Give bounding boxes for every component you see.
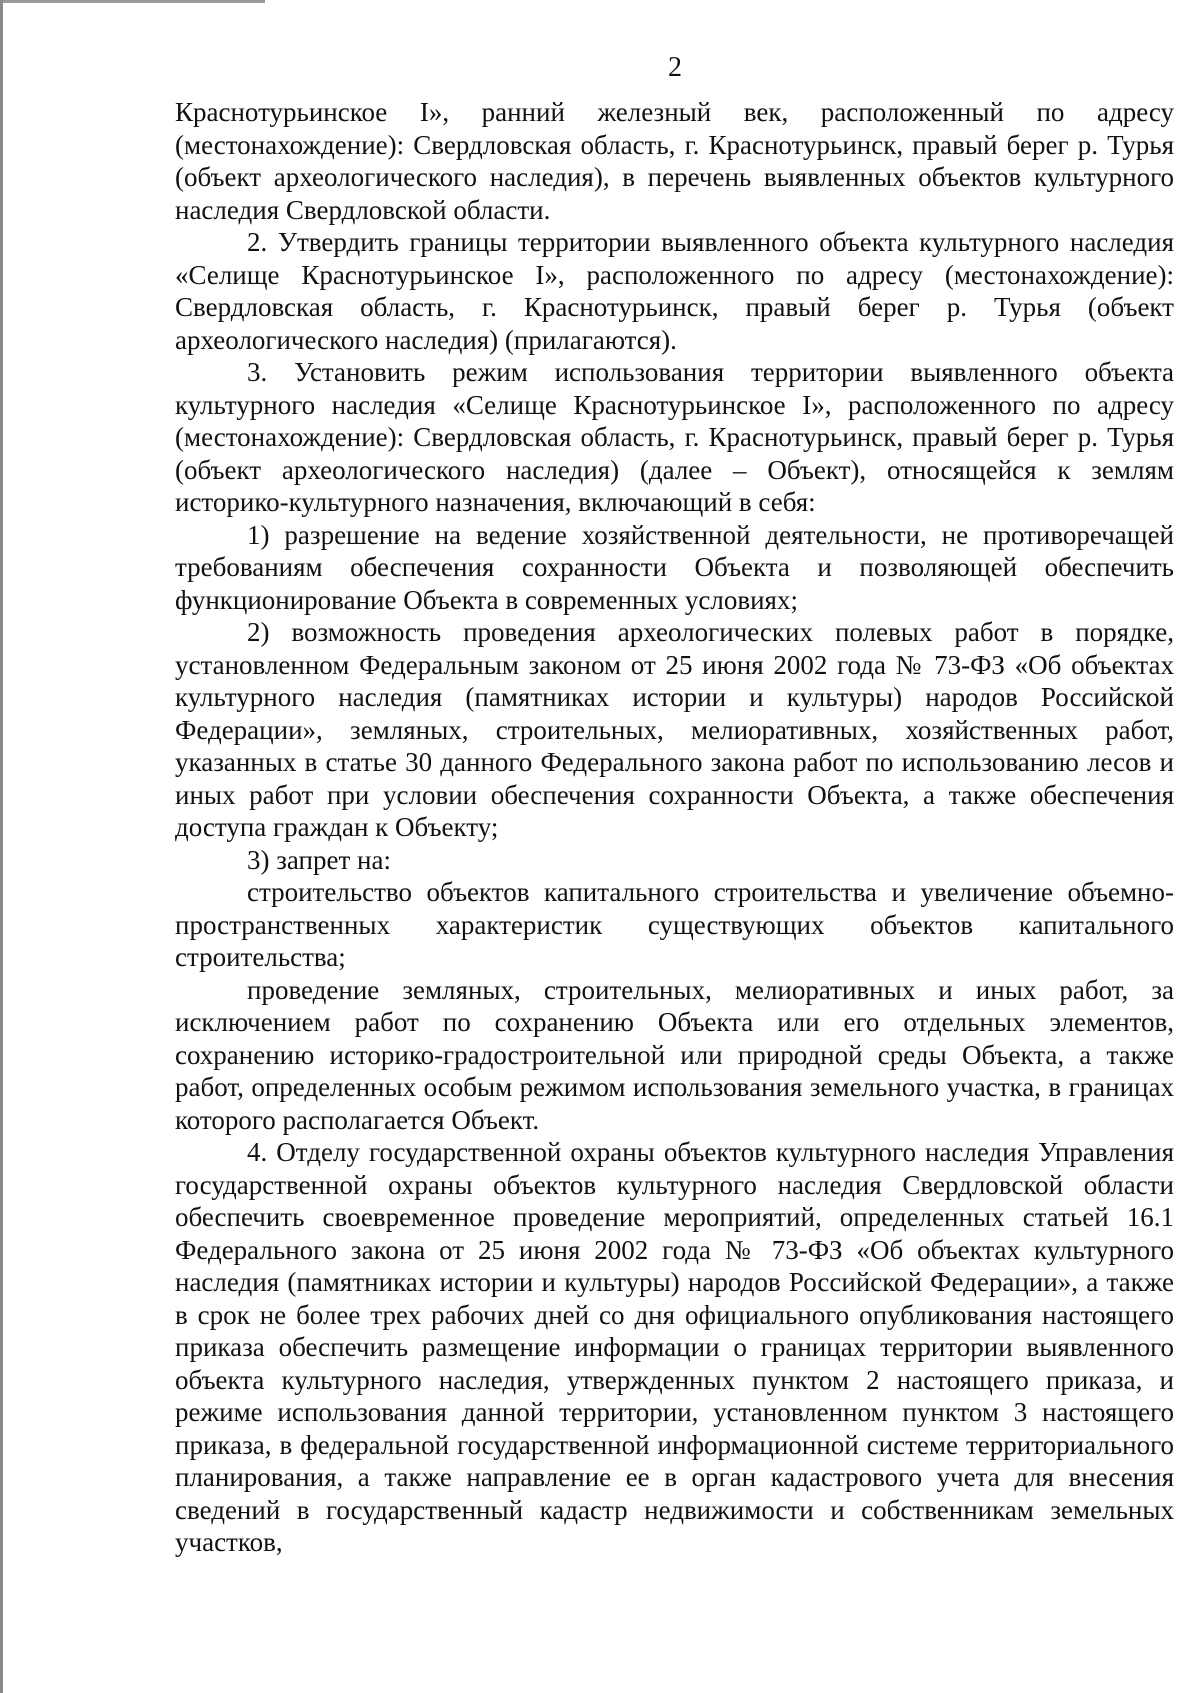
paragraph-item-3-3: 3) запрет на: bbox=[247, 844, 391, 875]
scan-edge-left bbox=[0, 0, 3, 1693]
document-body bbox=[175, 96, 1174, 1559]
page-number: 2 bbox=[668, 52, 682, 83]
paragraph-item-3-1: 1) разрешение на ведение хозяйственной деятельности, не противоречащей требованиям обеспечения сохранности Объекта и позволяющей обеспечить функционирование Объекта в современных условиях; bbox=[175, 519, 1174, 615]
paragraph-item-2: 2. Утвердить границы территории выявленного объекта культурного наследия «Селище Краснотурьинское I», расположенного по адресу (местонахождение): Свердловская область, г. Краснотурьинск, правый берег р. Турья (объект археологического наследия) (прилагаются). bbox=[175, 227, 1174, 355]
paragraph-continuation: Краснотурьинское I», ранний железный век, расположенный по адресу (местонахождение): Свердловская область, г. Краснотурьинск, правый берег р. Турья (объект археологического наследия), в перечень выявленных объектов культурного наследия Свердловской области. bbox=[175, 97, 1174, 225]
scan-edge-top bbox=[0, 0, 265, 3]
paragraph-item-3-3-a: строительство объектов капитального строительства и увеличение объемно-пространственных характеристик существующих объектов капитального строительства; bbox=[175, 877, 1174, 972]
paragraph-item-3-3-b: проведение земляных, строительных, мелиоративных и иных работ, за исключением работ по сохранению Объекта или его отдельных элементов, сохранению историко-градостроительной или природной среды Объекта, а также работ, определенных особым режимом использования земельного участка, в границах которого располагается Объект. bbox=[175, 974, 1174, 1135]
paragraph-item-3: 3. Установить режим использования территории выявленного объекта культурного наследия «Селище Краснотурьинское I», расположенного по адресу (местонахождение): Свердловская область, г. Краснотурьинск, правый берег р. Турья (объект археологического наследия) (далее – Объект), относящейся к землям историко-культурного назначения, включающий в себя: bbox=[175, 357, 1174, 517]
paragraph-item-4: 4. Отделу государственной охраны объектов культурного наследия Управления государственной охраны объектов культурного наследия Свердловской области обеспечить своевременное проведение мероприятий, определенных статьей 16.1 Федерального закона от 25 июня 2002 года № 73-ФЗ «Об объектах культурного наследия (памятниках истории и культуры) народов Российской Федерации», а также в срок не более трех рабочих дней со дня официального опубликования настоящего приказа обеспечить размещение информации о границах территории выявленного объекта культурного наследия, утвержденных пунктом 2 настоящего приказа, и режиме использования данной территории, установленном пунктом 3 настоящего приказа, в федеральной государственной информационной системе территориального планирования, а также направление ее в орган кадастрового учета для внесения сведений в государственный кадастр недвижимости и собственникам земельных участков, bbox=[175, 1137, 1174, 1557]
paragraph-item-3-2: 2) возможность проведения археологических полевых работ в порядке, установленном Федеральным законом от 25 июня 2002 года № 73-ФЗ «Об объектах культурного наследия (памятниках истории и культуры) народов Российской Федерации», земляных, строительных, мелиоративных, хозяйственных работ, указанных в статье 30 данного Федерального закона работ по использованию лесов и иных работ при условии обеспечения сохранности Объекта, а также обеспечения доступа граждан к Объекту; bbox=[175, 617, 1174, 842]
